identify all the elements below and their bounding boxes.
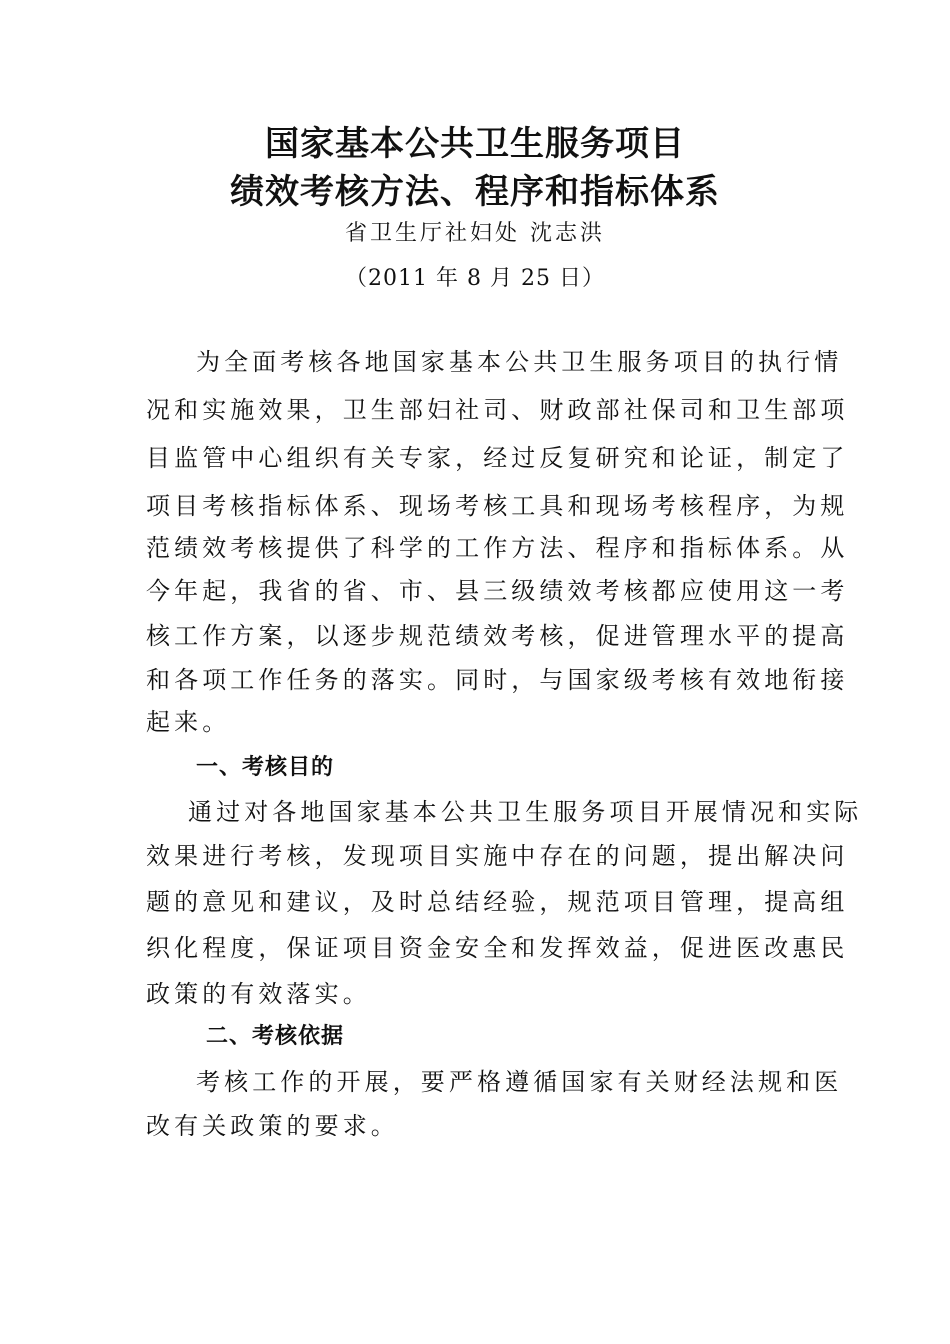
intro-line: 核工作方案，以逐步规范绩效考核，促进管理水平的提高 [146,622,849,650]
section2-line: 考核工作的开展，要严格遵循国家有关财经法规和医 [196,1068,843,1096]
intro-line: 为全面考核各地国家基本公共卫生服务项目的执行情 [196,348,843,376]
document-title-line-1: 国家基本公共卫生服务项目 [265,124,685,164]
author-line: 省卫生厅社妇处 沈志洪 [345,221,605,246]
section1-line: 效果进行考核，发现项目实施中存在的问题，提出解决问 [146,842,849,870]
section-heading-purpose: 一、考核目的 [196,755,335,780]
intro-line: 况和实施效果，卫生部妇社司、财政部社保司和卫生部项 [146,396,849,424]
intro-line: 目监管中心组织有关专家，经过反复研究和论证，制定了 [146,444,849,472]
intro-line: 项目考核指标体系、现场考核工具和现场考核程序，为规 [146,492,849,520]
section1-line: 政策的有效落实。 [146,980,371,1008]
section1-line: 题的意见和建议，及时总结经验，规范项目管理，提高组 [146,888,849,916]
intro-line: 范绩效考核提供了科学的工作方法、程序和指标体系。从 [146,534,849,562]
date-line: （2011 年 8 月 25 日） [345,266,605,291]
intro-line: 起来。 [146,708,231,736]
intro-line: 和各项工作任务的落实。同时，与国家级考核有效地衔接 [146,666,849,694]
section1-line: 织化程度，保证项目资金安全和发挥效益，促进医改惠民 [146,934,849,962]
document-title-line-2: 绩效考核方法、程序和指标体系 [230,172,720,212]
section1-line: 通过对各地国家基本公共卫生服务项目开展情况和实际 [188,798,863,826]
section2-line: 改有关政策的要求。 [146,1112,399,1140]
section-heading-basis: 二、考核依据 [206,1024,345,1049]
intro-line: 今年起，我省的省、市、县三级绩效考核都应使用这一考 [146,577,849,605]
